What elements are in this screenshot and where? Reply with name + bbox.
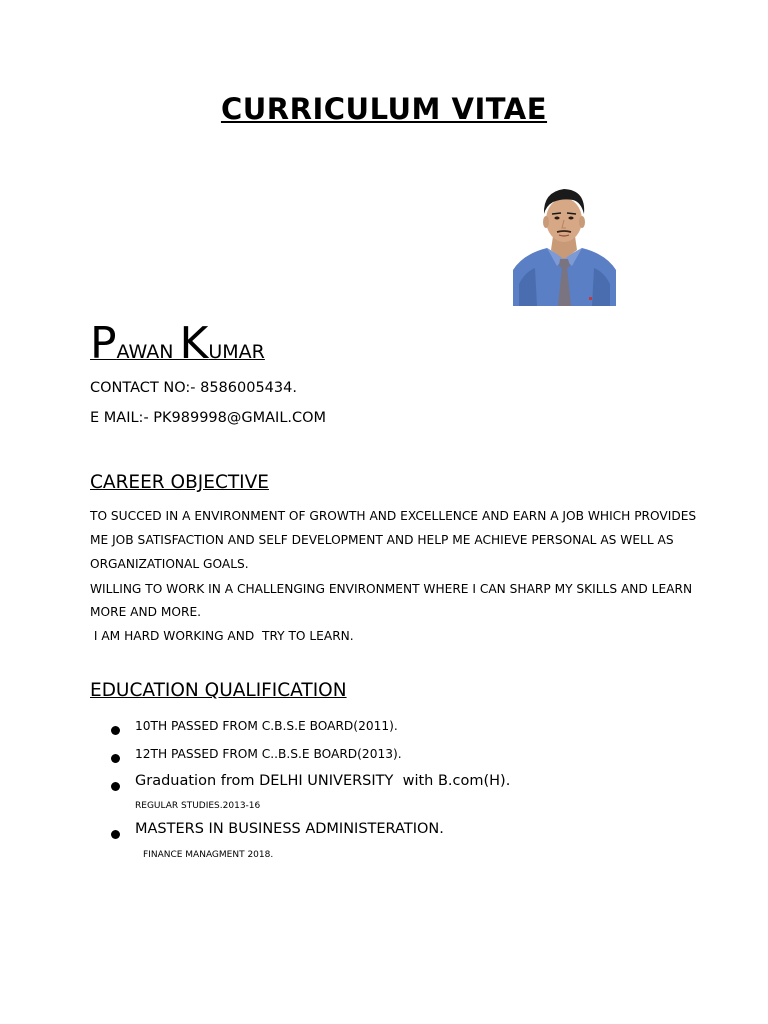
- education-item: Graduation from DELHI UNIVERSITY with B.com(H).: [135, 773, 511, 789]
- objective-line: ORGANIZATIONAL GOALS.: [90, 557, 249, 571]
- candidate-name: [90, 318, 265, 369]
- education-item: 10TH PASSED FROM C.B.S.E BOARD(2011).: [135, 719, 398, 733]
- career-objective-heading: CAREER OBJECTIVE: [90, 472, 269, 493]
- profile-photo: [513, 184, 616, 306]
- objective-line: TO SUCCED IN A ENVIRONMENT OF GROWTH AND EXCELLENCE AND EARN A JOB WHICH PROVIDES: [90, 509, 697, 523]
- name-first-rest: AWAN: [116, 341, 180, 363]
- objective-line: MORE AND MORE.: [90, 605, 202, 619]
- name-last-rest: UMAR: [208, 341, 265, 363]
- education-heading: EDUCATION QUALIFICATION: [90, 680, 347, 701]
- document-title: CURRICULUM VITAE: [220, 92, 548, 126]
- education-note: REGULAR STUDIES.2013-16: [135, 801, 261, 811]
- name-first-initial: P: [90, 318, 117, 369]
- objective-line: WILLING TO WORK IN A CHALLENGING ENVIRONMENT WHERE I CAN SHARP MY SKILLS AND LEARN: [90, 582, 693, 596]
- education-note: FINANCE MANAGMENT 2018.: [143, 850, 274, 860]
- contact-email: E MAIL:- PK989998@GMAIL.COM: [90, 410, 327, 426]
- education-item: 12TH PASSED FROM C..B.S.E BOARD(2013).: [135, 747, 402, 761]
- name-last-initial: K: [179, 318, 209, 369]
- objective-line: I AM HARD WORKING AND TRY TO LEARN.: [90, 629, 354, 643]
- objective-line: ME JOB SATISFACTION AND SELF DEVELOPMENT AND HELP ME ACHIEVE PERSONAL AS WELL AS: [90, 533, 674, 547]
- bullet-icon: [111, 754, 120, 763]
- education-item: MASTERS IN BUSINESS ADMINISTERATION.: [135, 821, 444, 837]
- bullet-icon: [111, 726, 120, 735]
- bullet-icon: [111, 830, 120, 839]
- bullet-icon: [111, 782, 120, 791]
- contact-phone: CONTACT NO:- 8586005434.: [90, 380, 297, 396]
